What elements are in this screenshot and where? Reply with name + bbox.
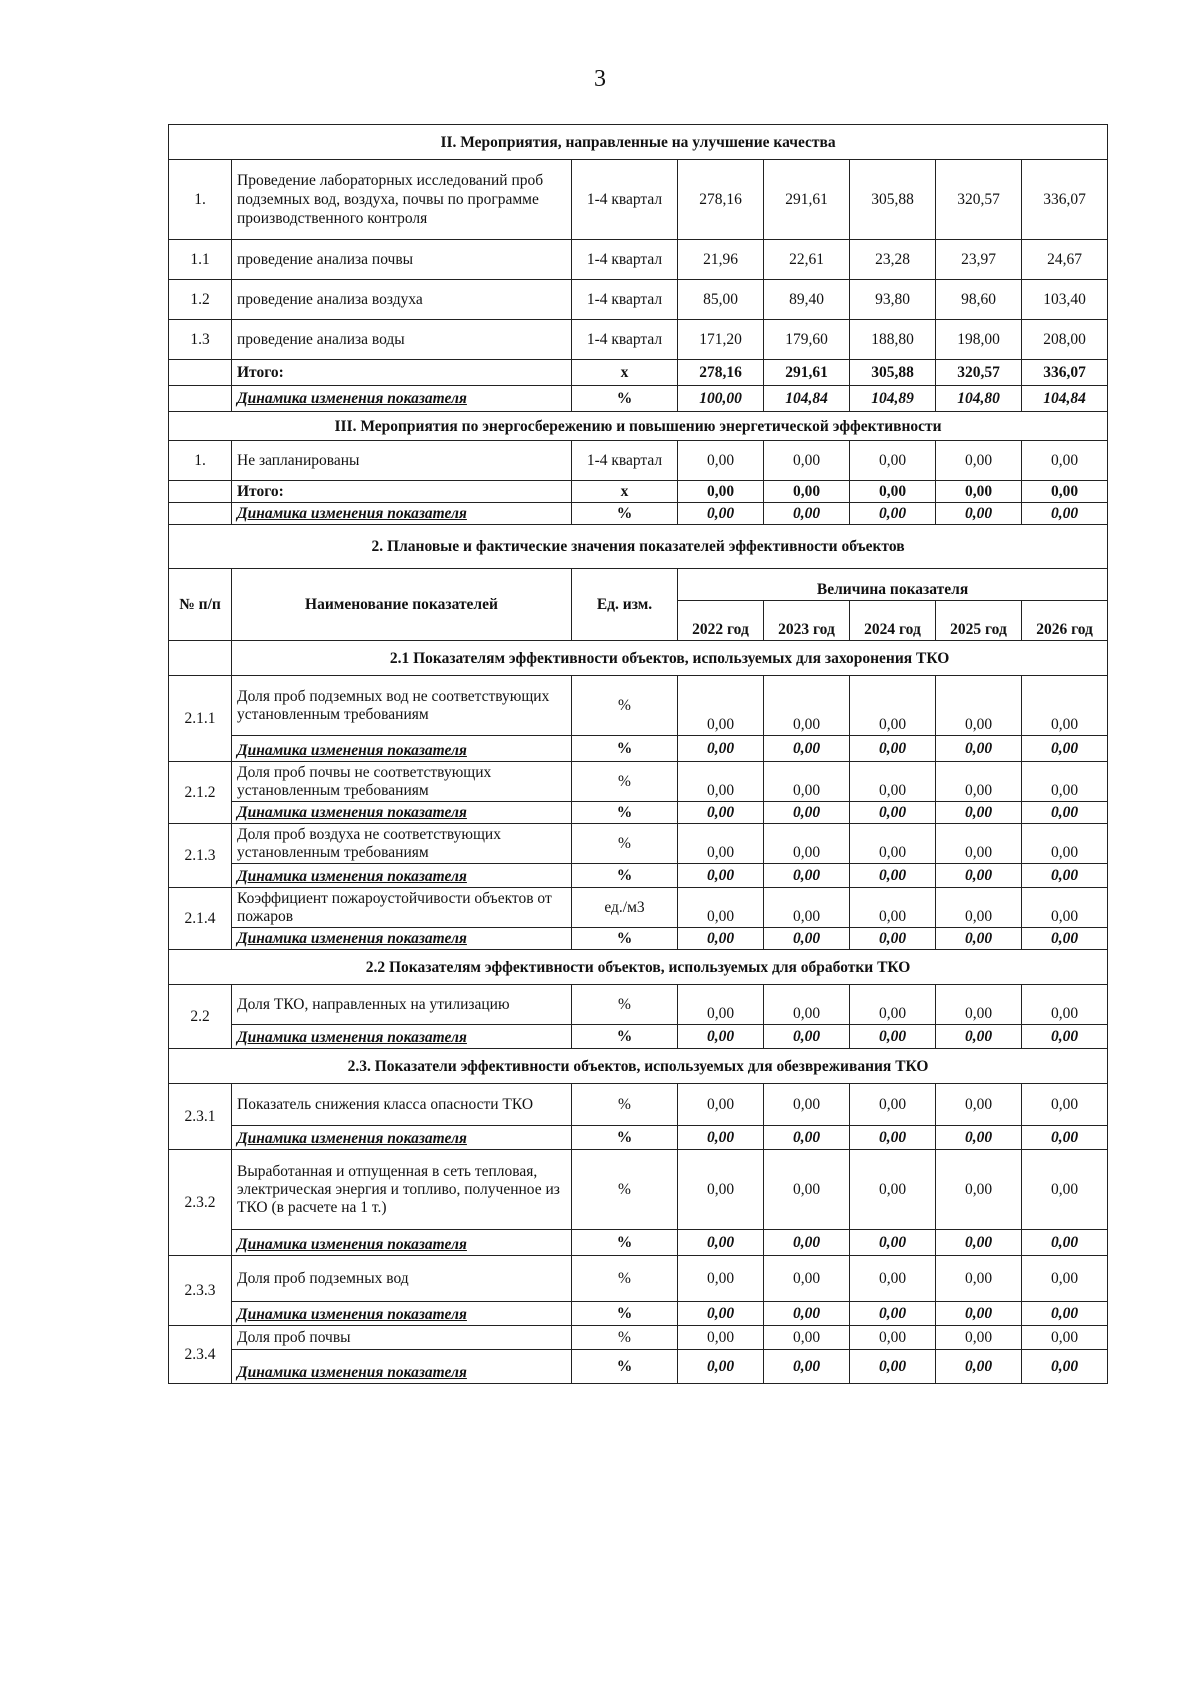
row-period: 1-4 квартал (572, 320, 678, 360)
dynamics-value: 0,00 (1022, 1230, 1108, 1256)
page-number: 3 (594, 66, 606, 92)
indicator-value: 0,00 (850, 1084, 936, 1126)
indicator-name: Доля ТКО, направленных на утилизацию (232, 985, 572, 1025)
dynamics-value: 0,00 (1022, 1350, 1108, 1384)
indicator-row (169, 676, 1108, 736)
row-period: 1-4 квартал (572, 160, 678, 240)
indicator-number: 2.1.3 (169, 824, 232, 888)
indicator-unit: % (572, 985, 678, 1025)
section-title-row (169, 412, 1108, 441)
dynamics-label: Динамика изменения показателя (232, 386, 572, 412)
indicator-value: 0,00 (764, 1326, 850, 1350)
row-number: 1. (169, 441, 232, 481)
dynamics-label: Динамика изменения показателя (232, 1230, 572, 1256)
dynamics-value: 0,00 (678, 1126, 764, 1150)
row-value: 93,80 (850, 280, 936, 320)
indicator-value: 0,00 (678, 762, 764, 802)
indicator-row (169, 888, 1108, 928)
row-value: 98,60 (936, 280, 1022, 320)
indicator-row (169, 985, 1108, 1025)
dynamics-row (169, 864, 1108, 888)
dynamics-label: Динамика изменения показателя (232, 802, 572, 824)
total-value: 320,57 (936, 360, 1022, 386)
row-number: 1. (169, 160, 232, 240)
dynamics-value: 104,89 (850, 386, 936, 412)
row-number: 1.2 (169, 280, 232, 320)
dynamics-value: 0,00 (764, 1302, 850, 1326)
indicator-number: 2.3.4 (169, 1326, 232, 1384)
indicator-value: 0,00 (678, 1326, 764, 1350)
total-label: Итого: (232, 481, 572, 503)
row-number: 1.3 (169, 320, 232, 360)
indicator-name: Доля проб почвы не соответствующих установленным требованиям (232, 762, 572, 802)
section-title: III. Мероприятия по энергосбережению и повышению энергетической эффективности (169, 412, 1108, 441)
row-name: проведение анализа воздуха (232, 280, 572, 320)
row-period: 1-4 квартал (572, 441, 678, 481)
indicator-value: 0,00 (850, 1326, 936, 1350)
dynamics-value: 0,00 (678, 1230, 764, 1256)
total-value: 278,16 (678, 360, 764, 386)
indicator-name: Коэффициент пожароустойчивости объектов от пожаров (232, 888, 572, 928)
dynamics-value: 0,00 (1022, 802, 1108, 824)
total-label: Итого: (232, 360, 572, 386)
header-group: Величина показателя (678, 569, 1108, 601)
row-value: 0,00 (678, 441, 764, 481)
indicator-name: Доля проб подземных вод (232, 1256, 572, 1302)
dynamics-value: 0,00 (678, 1350, 764, 1384)
dynamics-label: Динамика изменения показателя (232, 864, 572, 888)
dynamics-unit: % (572, 1126, 678, 1150)
dynamics-value: 0,00 (764, 928, 850, 950)
dynamics-row (169, 1126, 1108, 1150)
table-row (169, 441, 1108, 481)
indicator-value: 0,00 (678, 888, 764, 928)
row-value: 23,97 (936, 240, 1022, 280)
indicator-unit: % (572, 676, 678, 736)
indicator-row (169, 762, 1108, 802)
indicator-value: 0,00 (764, 985, 850, 1025)
indicator-unit: % (572, 1326, 678, 1350)
indicator-number: 2.3.1 (169, 1084, 232, 1150)
row-value: 171,20 (678, 320, 764, 360)
dynamics-value: 0,00 (1022, 1302, 1108, 1326)
empty-cell (169, 641, 232, 676)
total-unit: х (572, 360, 678, 386)
indicator-value: 0,00 (678, 824, 764, 864)
dynamics-value: 104,80 (936, 386, 1022, 412)
dynamics-value: 0,00 (678, 1025, 764, 1049)
indicator-value: 0,00 (936, 888, 1022, 928)
indicator-value: 0,00 (764, 888, 850, 928)
indicator-number: 2.3.2 (169, 1150, 232, 1256)
dynamics-unit: % (572, 503, 678, 525)
dynamics-value: 0,00 (678, 736, 764, 762)
dynamics-value: 0,00 (936, 1302, 1022, 1326)
row-value: 89,40 (764, 280, 850, 320)
dynamics-row (169, 503, 1108, 525)
indicator-value: 0,00 (936, 1150, 1022, 1230)
subsection-title-row (169, 641, 1108, 676)
row-value: 291,61 (764, 160, 850, 240)
dynamics-value: 0,00 (764, 1350, 850, 1384)
dynamics-value: 0,00 (850, 802, 936, 824)
indicator-value: 0,00 (936, 824, 1022, 864)
row-value: 208,00 (1022, 320, 1108, 360)
indicator-unit: % (572, 1256, 678, 1302)
indicator-row (169, 1084, 1108, 1126)
header-year: 2026 год (1022, 601, 1108, 641)
dynamics-value: 0,00 (936, 802, 1022, 824)
table-row (169, 320, 1108, 360)
dynamics-value: 0,00 (764, 1126, 850, 1150)
dynamics-value: 0,00 (936, 1350, 1022, 1384)
total-value: 291,61 (764, 360, 850, 386)
row-value: 85,00 (678, 280, 764, 320)
indicator-value: 0,00 (936, 762, 1022, 802)
table-row (169, 280, 1108, 320)
indicator-value: 0,00 (1022, 1326, 1108, 1350)
indicator-unit: % (572, 824, 678, 864)
indicators-table (168, 124, 1108, 1384)
dynamics-value: 104,84 (1022, 386, 1108, 412)
row-period: 1-4 квартал (572, 240, 678, 280)
section-title: II. Мероприятия, направленные на улучшение качества (169, 125, 1108, 160)
dynamics-label: Динамика изменения показателя (232, 1302, 572, 1326)
indicator-row (169, 824, 1108, 864)
dynamics-row (169, 386, 1108, 412)
indicator-value: 0,00 (764, 762, 850, 802)
dynamics-label: Динамика изменения показателя (232, 1350, 572, 1384)
row-value: 103,40 (1022, 280, 1108, 320)
dynamics-value: 0,00 (1022, 503, 1108, 525)
dynamics-value: 0,00 (850, 1302, 936, 1326)
total-unit: х (572, 481, 678, 503)
indicator-value: 0,00 (764, 1150, 850, 1230)
indicator-value: 0,00 (1022, 824, 1108, 864)
row-value: 188,80 (850, 320, 936, 360)
header-year: 2024 год (850, 601, 936, 641)
indicator-row (169, 1326, 1108, 1350)
indicator-value: 0,00 (936, 676, 1022, 736)
dynamics-value: 0,00 (1022, 736, 1108, 762)
total-value: 0,00 (678, 481, 764, 503)
indicator-value: 0,00 (678, 1256, 764, 1302)
indicator-value: 0,00 (764, 1256, 850, 1302)
dynamics-value: 0,00 (850, 1230, 936, 1256)
row-value: 21,96 (678, 240, 764, 280)
dynamics-value: 0,00 (764, 1025, 850, 1049)
dynamics-unit: % (572, 802, 678, 824)
dynamics-value: 0,00 (1022, 864, 1108, 888)
dynamics-value: 0,00 (936, 1230, 1022, 1256)
row-value: 0,00 (1022, 441, 1108, 481)
dynamics-row (169, 928, 1108, 950)
indicator-value: 0,00 (850, 676, 936, 736)
dynamics-value: 0,00 (936, 1126, 1022, 1150)
dynamics-value: 0,00 (936, 503, 1022, 525)
empty-cell (169, 481, 232, 503)
indicator-value: 0,00 (678, 985, 764, 1025)
dynamics-value: 0,00 (850, 1350, 936, 1384)
indicator-value: 0,00 (1022, 1256, 1108, 1302)
dynamics-row (169, 1025, 1108, 1049)
dynamics-value: 0,00 (764, 802, 850, 824)
row-value: 278,16 (678, 160, 764, 240)
indicator-number: 2.1.2 (169, 762, 232, 824)
dynamics-row (169, 1230, 1108, 1256)
header-year: 2023 год (764, 601, 850, 641)
empty-cell (169, 503, 232, 525)
table-body (169, 125, 1108, 1384)
dynamics-value: 0,00 (936, 864, 1022, 888)
dynamics-unit: % (572, 864, 678, 888)
row-name: проведение анализа воды (232, 320, 572, 360)
empty-cell (169, 386, 232, 412)
row-name: Проведение лабораторных исследований проб подземных вод, воздуха, почвы по программе производственного контроля (232, 160, 572, 240)
row-value: 24,67 (1022, 240, 1108, 280)
dynamics-value: 0,00 (678, 802, 764, 824)
dynamics-value: 0,00 (936, 1025, 1022, 1049)
indicator-name: Показатель снижения класса опасности ТКО (232, 1084, 572, 1126)
table-row (169, 160, 1108, 240)
indicator-value: 0,00 (764, 676, 850, 736)
subsection-title: 2.3. Показатели эффективности объектов, используемых для обезвреживания ТКО (169, 1049, 1108, 1084)
indicator-value: 0,00 (936, 1084, 1022, 1126)
header-year: 2025 год (936, 601, 1022, 641)
row-value: 22,61 (764, 240, 850, 280)
indicator-value: 0,00 (850, 1256, 936, 1302)
indicator-value: 0,00 (678, 676, 764, 736)
dynamics-value: 104,84 (764, 386, 850, 412)
indicator-value: 0,00 (764, 824, 850, 864)
dynamics-unit: % (572, 1302, 678, 1326)
dynamics-value: 0,00 (764, 864, 850, 888)
row-number: 1.1 (169, 240, 232, 280)
dynamics-unit: % (572, 1025, 678, 1049)
row-value: 0,00 (764, 441, 850, 481)
indicator-unit: % (572, 762, 678, 802)
empty-cell (169, 360, 232, 386)
dynamics-value: 0,00 (850, 736, 936, 762)
dynamics-value: 0,00 (850, 864, 936, 888)
subsection-title-row (169, 1049, 1108, 1084)
indicator-row (169, 1150, 1108, 1230)
dynamics-value: 0,00 (678, 864, 764, 888)
indicator-value: 0,00 (936, 985, 1022, 1025)
row-value: 198,00 (936, 320, 1022, 360)
indicator-value: 0,00 (850, 985, 936, 1025)
header-row (169, 569, 1108, 601)
indicator-unit: % (572, 1150, 678, 1230)
part-title-row (169, 525, 1108, 569)
indicator-value: 0,00 (850, 1150, 936, 1230)
section-title-row (169, 125, 1108, 160)
indicator-value: 0,00 (1022, 1150, 1108, 1230)
dynamics-value: 0,00 (850, 1025, 936, 1049)
indicator-value: 0,00 (936, 1256, 1022, 1302)
row-value: 305,88 (850, 160, 936, 240)
indicator-value: 0,00 (678, 1084, 764, 1126)
row-name: проведение анализа почвы (232, 240, 572, 280)
header-number: № п/п (169, 569, 232, 641)
dynamics-label: Динамика изменения показателя (232, 928, 572, 950)
dynamics-value: 0,00 (678, 1302, 764, 1326)
row-value: 320,57 (936, 160, 1022, 240)
row-value: 179,60 (764, 320, 850, 360)
indicator-name: Доля проб подземных вод не соответствующих установленным требованиям (232, 676, 572, 736)
indicator-row (169, 1256, 1108, 1302)
row-value: 0,00 (936, 441, 1022, 481)
indicator-number: 2.1.1 (169, 676, 232, 762)
dynamics-value: 0,00 (678, 928, 764, 950)
dynamics-label: Динамика изменения показателя (232, 503, 572, 525)
header-year: 2022 год (678, 601, 764, 641)
dynamics-value: 0,00 (678, 503, 764, 525)
indicator-number: 2.2 (169, 985, 232, 1049)
dynamics-row (169, 802, 1108, 824)
indicator-value: 0,00 (1022, 888, 1108, 928)
dynamics-row (169, 1302, 1108, 1326)
row-value: 0,00 (850, 441, 936, 481)
header-unit: Ед. изм. (572, 569, 678, 641)
total-row (169, 481, 1108, 503)
dynamics-value: 0,00 (1022, 928, 1108, 950)
dynamics-value: 100,00 (678, 386, 764, 412)
row-period: 1-4 квартал (572, 280, 678, 320)
dynamics-row (169, 736, 1108, 762)
dynamics-label: Динамика изменения показателя (232, 1126, 572, 1150)
dynamics-label: Динамика изменения показателя (232, 1025, 572, 1049)
subsection-title: 2.2 Показателям эффективности объектов, используемых для обработки ТКО (169, 950, 1108, 985)
dynamics-value: 0,00 (764, 1230, 850, 1256)
row-name: Не запланированы (232, 441, 572, 481)
indicator-name: Выработанная и отпущенная в сеть тепловая, электрическая энергия и топливо, полученное из ТКО (в расчете на 1 т.) (232, 1150, 572, 1230)
dynamics-value: 0,00 (764, 736, 850, 762)
dynamics-value: 0,00 (850, 503, 936, 525)
indicator-value: 0,00 (1022, 1084, 1108, 1126)
indicator-value: 0,00 (678, 1150, 764, 1230)
indicator-name: Доля проб почвы (232, 1326, 572, 1350)
total-value: 0,00 (850, 481, 936, 503)
indicator-value: 0,00 (936, 1326, 1022, 1350)
dynamics-unit: % (572, 736, 678, 762)
indicator-number: 2.3.3 (169, 1256, 232, 1326)
indicator-unit: ед./м3 (572, 888, 678, 928)
indicator-value: 0,00 (850, 824, 936, 864)
total-value: 0,00 (1022, 481, 1108, 503)
indicator-value: 0,00 (850, 762, 936, 802)
indicator-value: 0,00 (1022, 676, 1108, 736)
dynamics-unit: % (572, 386, 678, 412)
dynamics-unit: % (572, 1230, 678, 1256)
dynamics-value: 0,00 (1022, 1126, 1108, 1150)
indicator-number: 2.1.4 (169, 888, 232, 950)
dynamics-label: Динамика изменения показателя (232, 736, 572, 762)
total-row (169, 360, 1108, 386)
dynamics-value: 0,00 (1022, 1025, 1108, 1049)
row-value: 23,28 (850, 240, 936, 280)
dynamics-value: 0,00 (850, 928, 936, 950)
dynamics-value: 0,00 (936, 736, 1022, 762)
dynamics-value: 0,00 (936, 928, 1022, 950)
table-row (169, 240, 1108, 280)
part-title: 2. Плановые и фактические значения показателей эффективности объектов (169, 525, 1108, 569)
dynamics-value: 0,00 (764, 503, 850, 525)
indicator-unit: % (572, 1084, 678, 1126)
dynamics-unit: % (572, 1350, 678, 1384)
indicator-value: 0,00 (764, 1084, 850, 1126)
row-value: 336,07 (1022, 160, 1108, 240)
subsection-title-row (169, 950, 1108, 985)
total-value: 0,00 (764, 481, 850, 503)
subsection-title: 2.1 Показателям эффективности объектов, используемых для захоронения ТКО (232, 641, 1108, 676)
indicator-value: 0,00 (850, 888, 936, 928)
indicator-value: 0,00 (1022, 985, 1108, 1025)
dynamics-unit: % (572, 928, 678, 950)
total-value: 305,88 (850, 360, 936, 386)
dynamics-value: 0,00 (850, 1126, 936, 1150)
indicator-name: Доля проб воздуха не соответствующих установленным требованиям (232, 824, 572, 864)
indicator-value: 0,00 (1022, 762, 1108, 802)
total-value: 336,07 (1022, 360, 1108, 386)
dynamics-row (169, 1350, 1108, 1384)
header-name: Наименование показателей (232, 569, 572, 641)
total-value: 0,00 (936, 481, 1022, 503)
